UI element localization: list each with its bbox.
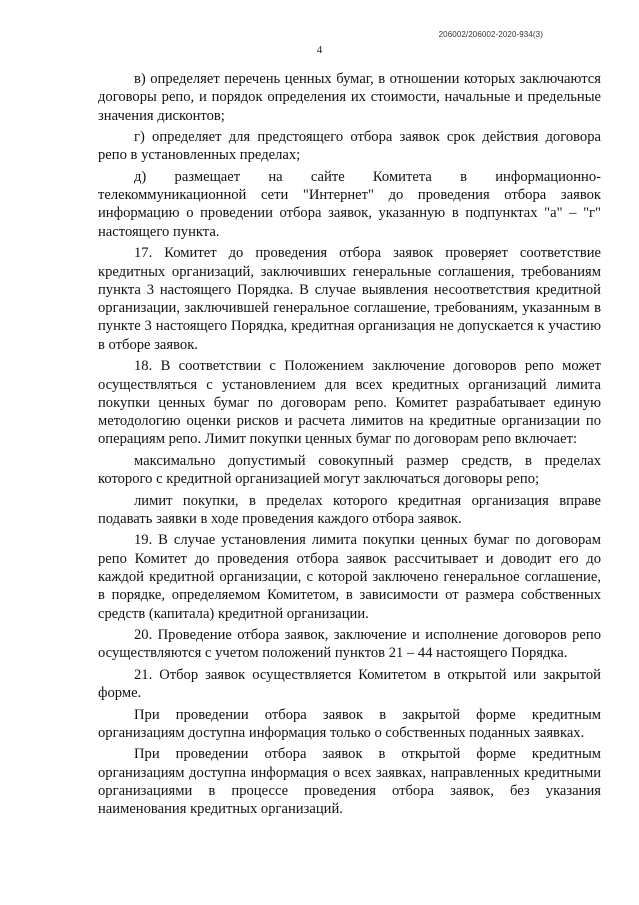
paragraph-clause-19: 19. В случае установления лимита покупки ценных бумаг по договорам репо Комитет до проведения отбора заявок рассчитывает и доводит его до каждой кредитной организации, с которой заключено генеральное соглашение, в порядке, определяемом Комитетом, в зависимости от размера собственных средств (капитала) кредитной организации. (98, 532, 601, 622)
paragraph-clause-21: 21. Отбор заявок осуществляется Комитетом в открытой или закрытой форме. (98, 666, 601, 702)
paragraph-clause-17: 17. Комитет до проведения отбора заявок проверяет соответствие кредитных организаций, заключивших генеральные соглашения, требованиям пункта 3 настоящего Порядка. В случае выявления несоответствия кредитной организации, заключившей генеральное соглашение, требованиям, указанным в пункте 3 настоящего Порядка, кредитная организация не допускается к участию в отборе заявок. (98, 245, 601, 353)
paragraph-clause-18-limit-purchase: лимит покупки, в пределах которого кредитная организация вправе подавать заявки в ходе проведения каждого отбора заявок. (98, 492, 601, 527)
document-body (98, 70, 601, 822)
paragraph-clause-20: 20. Проведение отбора заявок, заключение и исполнение договоров репо осуществляются с учетом положений пунктов 21 – 44 настоящего Порядка. (98, 627, 601, 662)
paragraph-clause-18-limit-total: максимально допустимый совокупный размер средств, в пределах которого с кредитной организацией могут заключаться договоры репо; (98, 452, 601, 488)
paragraph-subitem-v: в) определяет перечень ценных бумаг, в отношении которых заключаются договоры репо, и порядок определения их стоимости, начальные и предельные значения дисконтов; (98, 71, 601, 124)
paragraph-subitem-g: г) определяет для предстоящего отбора заявок срок действия договора репо в установленных пределах; (98, 129, 601, 164)
paragraph-subitem-d: д) размещает на сайте Комитета в информационно-телекоммуникационной сети "Интернет" до проведения отбора заявок информацию о проведении отбора заявок, указанную в подпунктах "а" – "г" настоящего пункта. (98, 168, 601, 240)
document-id: 206002/206002-2020-934(3) (438, 30, 543, 39)
paragraph-clause-18: 18. В соответствии с Положением заключение договоров репо может осуществляться с установлением для всех кредитных организаций лимита покупки ценных бумаг по договорам репо. Комитет разрабатывает единую методологию оценки рисков и расчета лимитов на кредитные организации по операциям репо. Лимит покупки ценных бумаг по договорам репо включает: (98, 358, 601, 448)
paragraph-open-form: При проведении отбора заявок в открытой форме кредитным организациям доступна информация о всех заявках, направленных кредитными организациями в процессе проведения отбора заявок, без указания наименования кредитных организаций. (98, 746, 601, 818)
paragraph-closed-form: При проведении отбора заявок в закрытой форме кредитным организациям доступна информация только о собственных поданных заявках. (98, 706, 601, 741)
page-number: 4 (316, 44, 323, 56)
